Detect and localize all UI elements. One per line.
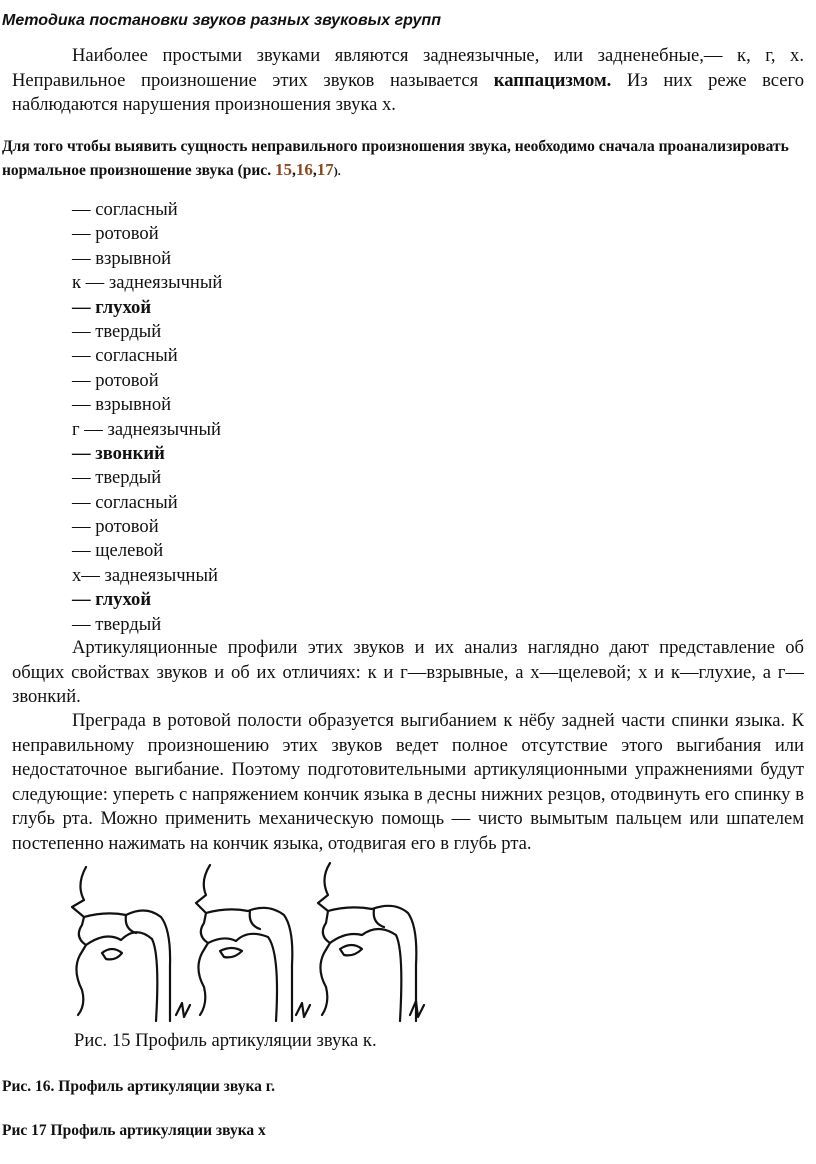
sound-feature-item: — звонкий (72, 442, 165, 464)
intro-term: каппацизмом. (493, 69, 612, 91)
sound-feature-list (72, 198, 222, 637)
sound-feature-item: — глухой (72, 296, 152, 318)
sound-feature-item: — согласный (72, 491, 178, 513)
sound-feature-item: — взрывной (72, 394, 172, 416)
intro-text: Наиболее простыми звуками являются заднеязычные, или задненебные,— к, г, х. Неправильное произношение этих звуков называется (12, 45, 804, 91)
figure-15-caption: Рис. 15 Профиль артикуляции звука к. (74, 1030, 377, 1051)
sound-feature-item: — твердый (72, 613, 162, 635)
figure-ref-15[interactable]: 15 (274, 160, 292, 179)
analysis-text: Для того чтобы выявить сущность неправильного произношения звука, необходимо сначала проанализировать нормальное произношение звука (рис. (2, 138, 789, 179)
sound-feature-item: — согласный (72, 345, 178, 367)
articulation-profile-kh (318, 863, 424, 1021)
articulation-profile-g (196, 865, 310, 1021)
sound-feature-item: г — заднеязычный (72, 418, 221, 440)
sound-feature-item: — согласный (72, 199, 178, 220)
articulation-profile-k (72, 867, 190, 1021)
analysis-tail: ). (333, 164, 341, 178)
sound-feature-item: х— заднеязычный (72, 564, 218, 586)
sound-feature-item: — ротовой (72, 516, 159, 538)
exercises-text: Преграда в ротовой полости образуется выгибанием к нёбу задней части спинки языка. К неправильному произношению этих звуков ведет полное отсутствие этого выгибания или недостаточное выгибание. Поэтому подготовительными артикуляционными упражнениями будут следующие: упереть с напряжением кончик языка в десны нижних резцов, отодвинуть его спинку в глубь рта. Можно применить механическую помощь — чисто вымытым пальцем или шпателем постепенно нажимать на кончик языка, отодвигая его в глубь рта. (12, 710, 804, 854)
profiles-text: Артикуляционные профили этих звуков и их анализ наглядно дают представление об общих свойствах звуков и об их отличиях: к и г—взрывные, а х—щелевой; х и к—глухие, а г— звонкий. (12, 637, 804, 707)
page-title: Методика постановки звуков разных звуковых групп (2, 12, 441, 29)
profiles-paragraph (12, 636, 804, 710)
sound-feature-item: — ротовой (72, 369, 159, 391)
sound-feature-item: к — заднеязычный (72, 272, 223, 294)
sound-feature-item: — глухой (72, 589, 152, 611)
figure-16-caption: Рис. 16. Профиль артикуляции звука г. (2, 1078, 275, 1095)
sound-feature-item: — твердый (72, 320, 162, 342)
figure-17-caption: Рис 17 Профиль артикуляции звука х (2, 1122, 266, 1139)
sound-feature-item: — взрывной (72, 247, 172, 269)
figure-ref-16[interactable]: 16 (295, 160, 313, 179)
sound-feature-item: — щелевой (72, 540, 164, 562)
intro-paragraph (12, 44, 804, 118)
sound-feature-item: — ротовой (72, 223, 159, 245)
figure-ref-17[interactable]: 17 (316, 160, 334, 179)
sound-feature-item: — твердый (72, 467, 162, 489)
articulation-profiles-figure (66, 845, 426, 1035)
intro-tail: Из них реже всего наблюдаются нарушения произношения звука х. (12, 69, 804, 115)
analysis-paragraph: Для того чтобы выявить сущность неправильного произношения звука, необходимо сначала проанализировать нормальное произношение звука (рис. 15,16,17). (2, 138, 789, 179)
exercises-paragraph (12, 709, 804, 856)
